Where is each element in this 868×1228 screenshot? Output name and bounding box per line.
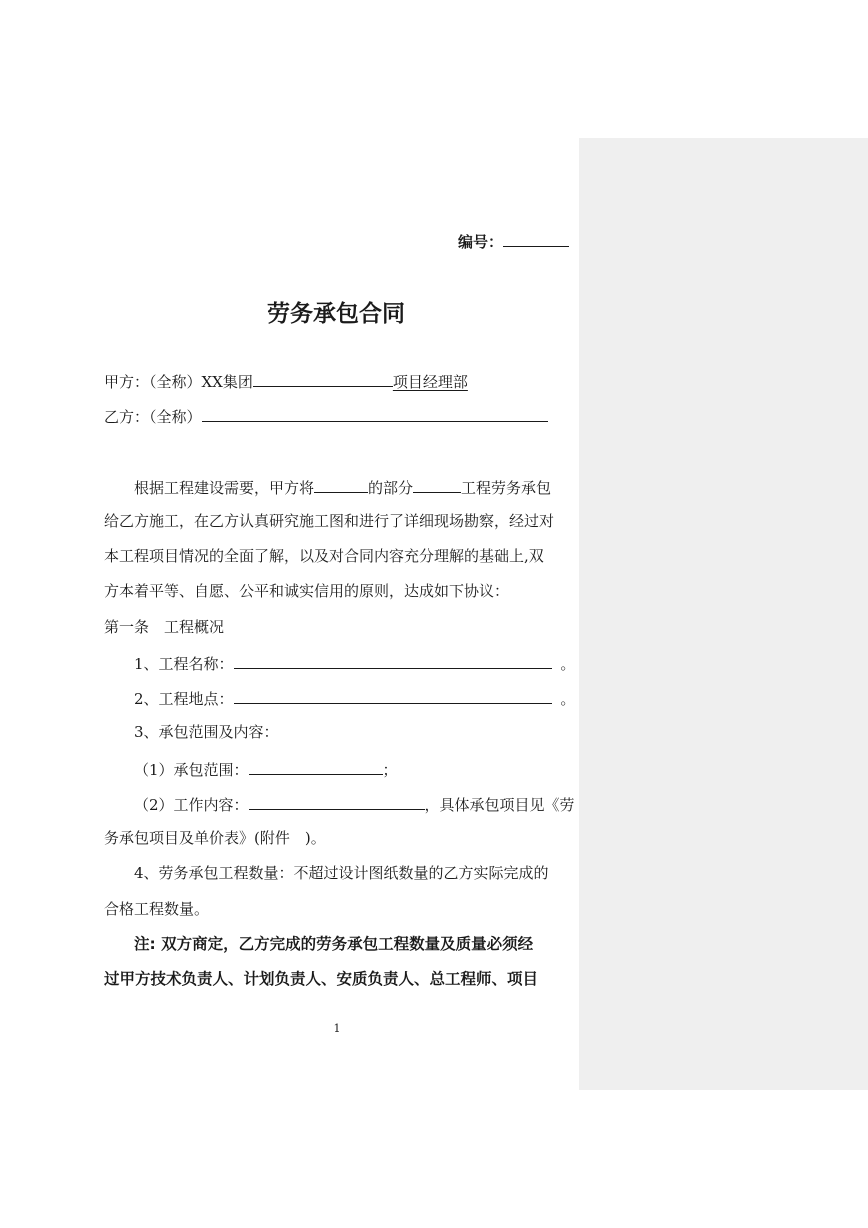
item-scope bbox=[134, 757, 398, 781]
document-title: 劳务承包合同 bbox=[267, 301, 405, 327]
item-label: 1、工程名称： bbox=[134, 655, 234, 673]
contract-number-field[interactable] bbox=[503, 229, 569, 247]
item-project-location bbox=[134, 686, 575, 710]
item-work-content bbox=[134, 792, 575, 816]
semicolon: ； bbox=[382, 761, 398, 779]
comment-margin-panel bbox=[579, 138, 868, 1090]
party-a-suffix: 项目经理部 bbox=[392, 373, 468, 391]
item-label: （1）承包范围： bbox=[134, 761, 249, 779]
party-a-name-field[interactable] bbox=[253, 369, 393, 387]
project-name-blank[interactable] bbox=[314, 475, 368, 493]
project-name-field[interactable] bbox=[234, 651, 552, 669]
intro-line-4: 方本着平等、自愿、公平和诚实信用的原则，达成如下协议： bbox=[104, 582, 510, 600]
intro-line-3: 本工程项目情况的全面了解，以及对合同内容充分理解的基础上,双 bbox=[104, 547, 544, 565]
item-quantity: 4、劳务承包工程数量：不超过设计图纸数量的乙方实际完成的 bbox=[134, 864, 549, 882]
party-a-row bbox=[104, 369, 468, 393]
article-1-heading: 第一条 工程概况 bbox=[104, 618, 225, 636]
item-work-content-cont: 务承包项目及单价表》(附件 )。 bbox=[104, 829, 326, 847]
note-line-2: 过甲方技术负责人、计划负责人、安质负责人、总工程师、项目 bbox=[104, 970, 539, 988]
period: 。 bbox=[560, 655, 576, 673]
intro-line-1 bbox=[134, 475, 551, 499]
item-scope-heading: 3、承包范围及内容： bbox=[134, 723, 279, 741]
party-a-label: 甲方：（全称）XX集团 bbox=[104, 373, 253, 391]
contract-number-label: 编号： bbox=[458, 233, 504, 251]
contract-number-row bbox=[458, 229, 569, 253]
project-location-field[interactable] bbox=[234, 686, 552, 704]
intro-text: 工程劳务承包 bbox=[461, 479, 552, 497]
intro-text: 根据工程建设需要，甲方将 bbox=[134, 479, 315, 497]
note-line-1: 注: 双方商定，乙方完成的劳务承包工程数量及质量必须经 bbox=[134, 935, 534, 953]
party-b-label: 乙方：（全称） bbox=[104, 408, 202, 426]
intro-text: 的部分 bbox=[368, 479, 414, 497]
item-quantity-cont: 合格工程数量。 bbox=[104, 900, 210, 918]
party-b-row bbox=[104, 404, 548, 428]
item-label: 2、工程地点： bbox=[134, 690, 234, 708]
item-project-name bbox=[134, 651, 575, 675]
period: 。 bbox=[560, 690, 576, 708]
item-label: （2）工作内容： bbox=[134, 796, 249, 814]
intro-line-2: 给乙方施工，在乙方认真研究施工图和进行了详细现场勘察，经过对 bbox=[104, 512, 555, 530]
work-type-blank[interactable] bbox=[413, 475, 461, 493]
item-text: ，具体承包项目见《劳 bbox=[424, 796, 575, 814]
party-b-name-field[interactable] bbox=[202, 404, 548, 422]
work-content-field[interactable] bbox=[249, 792, 425, 810]
page-number: 1 bbox=[333, 1022, 341, 1035]
scope-field[interactable] bbox=[249, 757, 383, 775]
